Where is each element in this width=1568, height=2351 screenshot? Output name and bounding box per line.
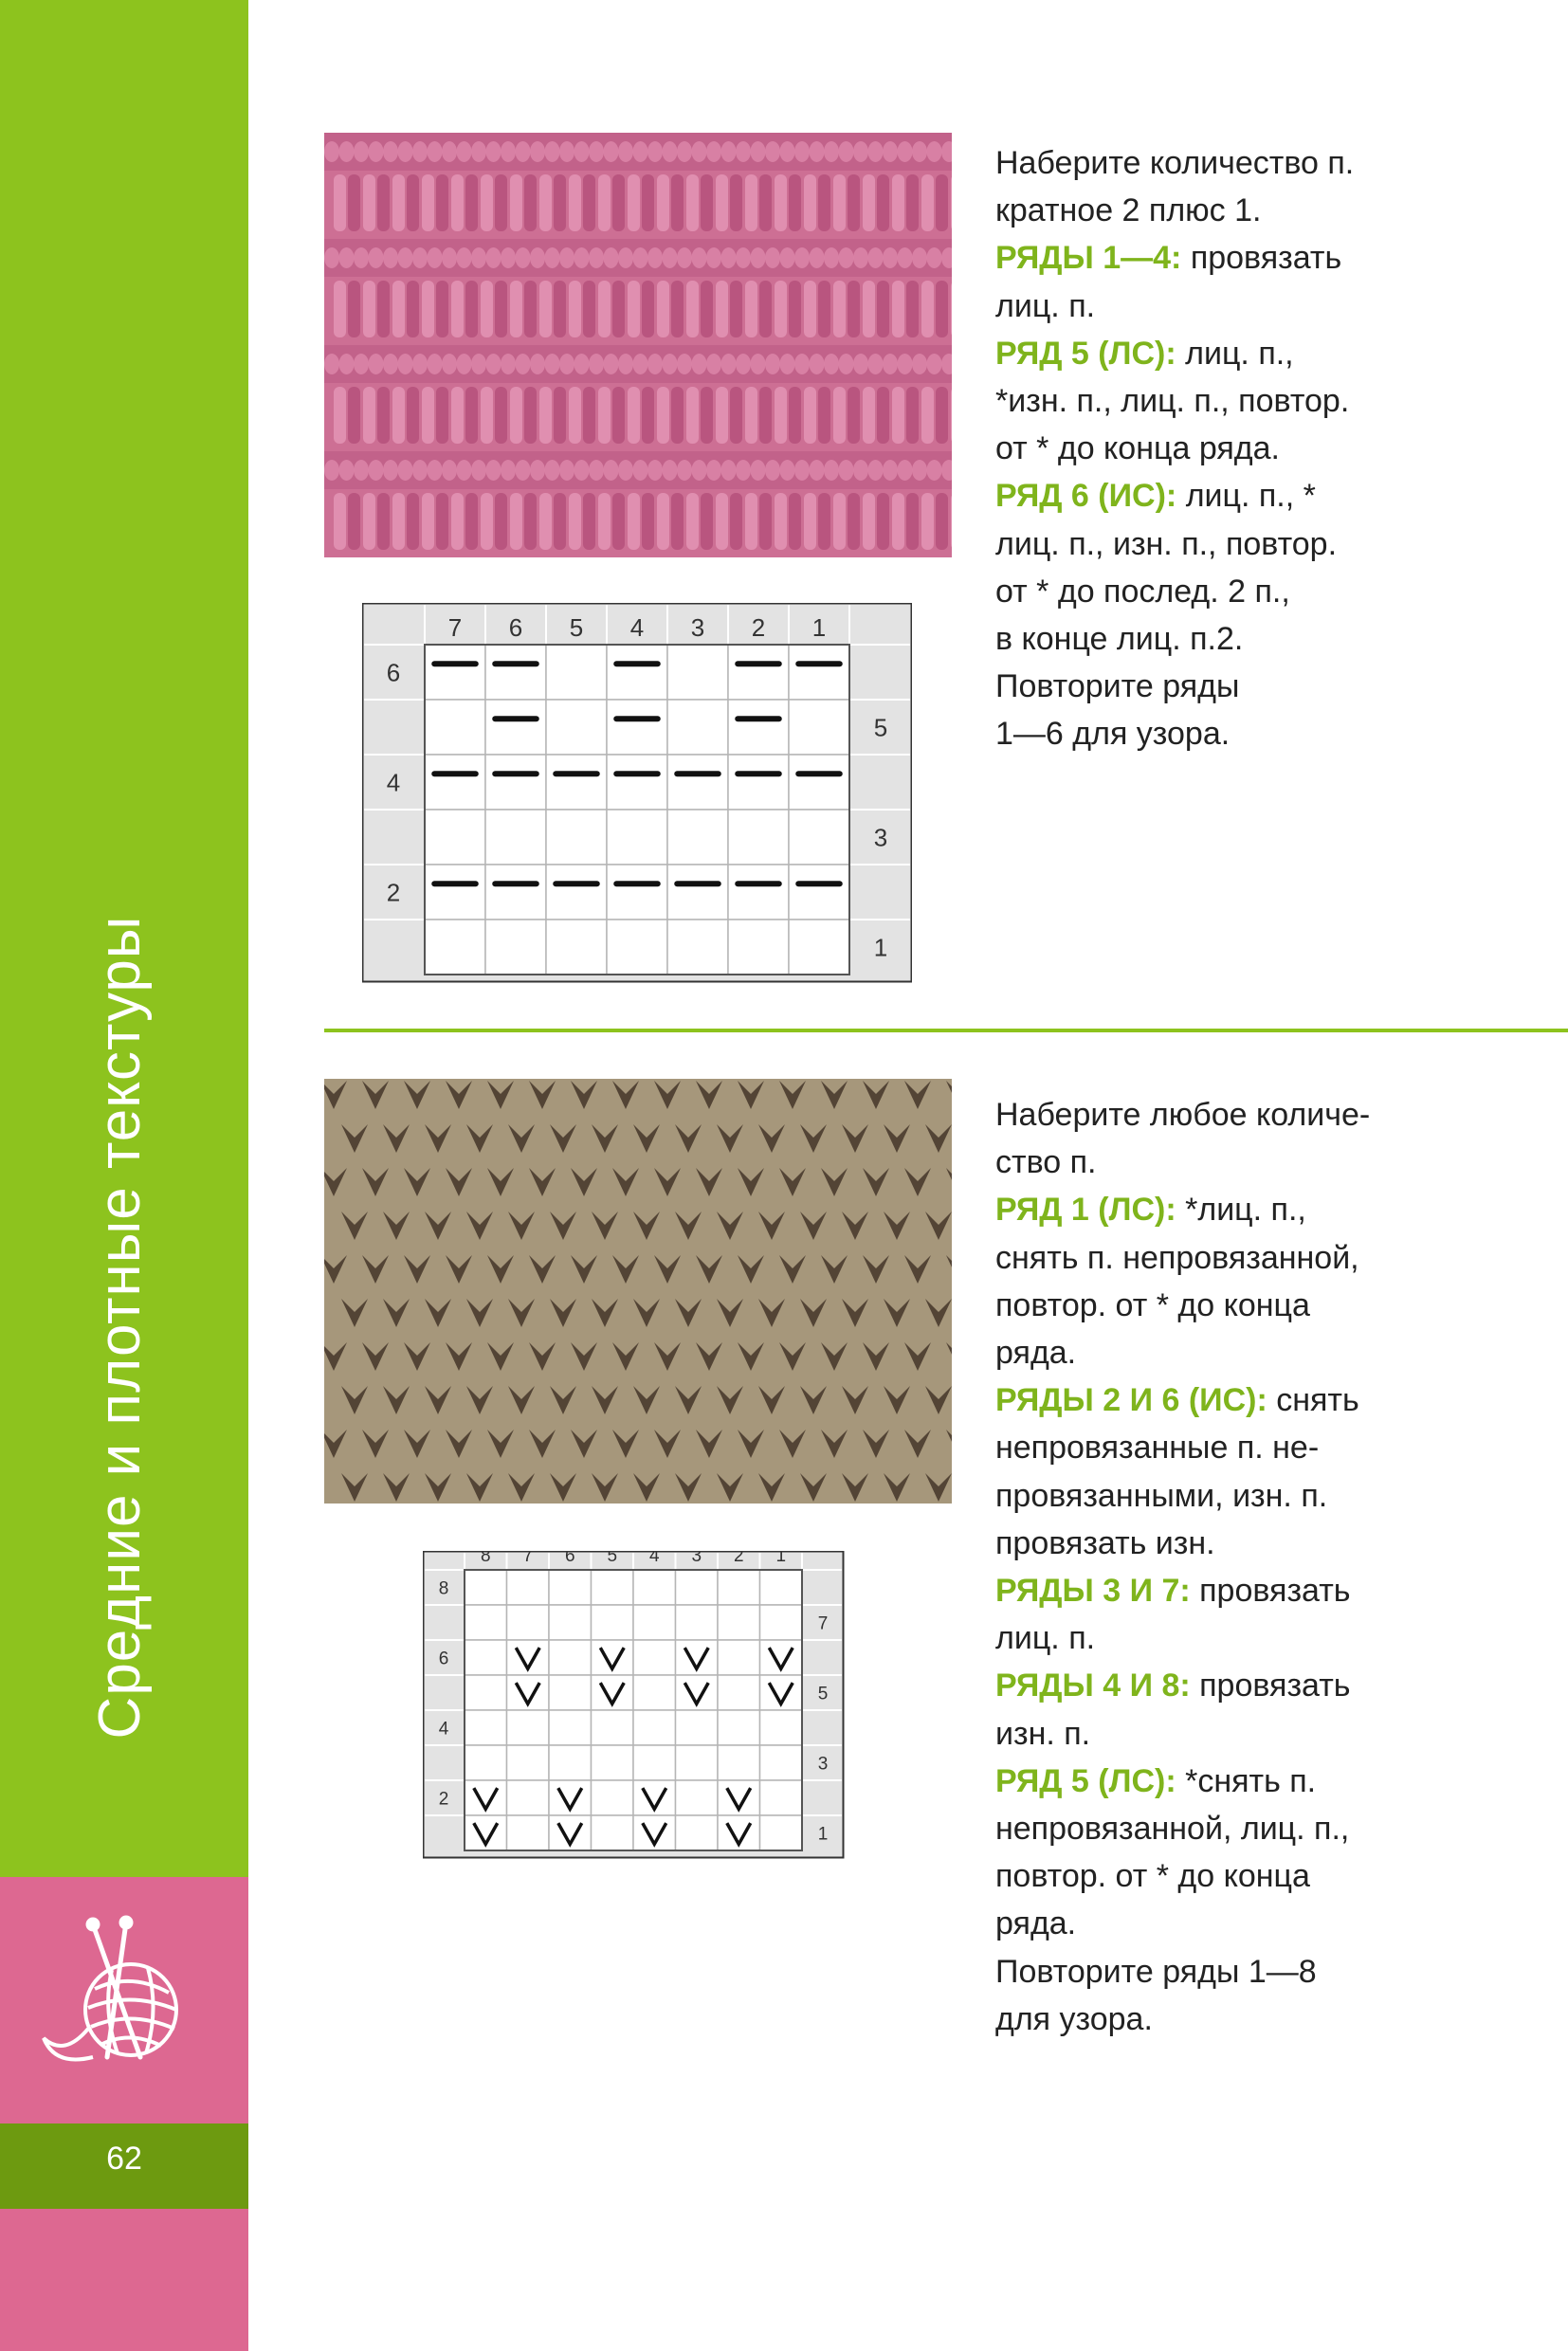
chart-cell <box>549 1745 592 1780</box>
instruction-line <box>995 1758 1526 1805</box>
pattern1-chart-grid <box>362 603 912 984</box>
instruction-line <box>995 1091 1526 1139</box>
chart-cell <box>607 810 667 865</box>
chart-cell <box>546 755 607 810</box>
instruction-line <box>995 1614 1526 1662</box>
chart-cell <box>507 1570 550 1605</box>
instruction-line <box>995 234 1526 282</box>
chart-cell <box>549 1570 592 1605</box>
column-number: 8 <box>480 1551 491 1566</box>
instruction-text: повтор. от * до конца <box>995 1858 1310 1895</box>
chart-cell <box>667 920 728 975</box>
instruction-line <box>995 710 1526 757</box>
chart-cell <box>425 920 485 975</box>
instruction-line <box>995 1186 1526 1233</box>
chart-cell <box>549 1605 592 1640</box>
yarn-ball-needles-icon <box>36 1915 216 2086</box>
chart-cell <box>667 755 728 810</box>
pattern2-instructions <box>995 1091 1526 2043</box>
page-number-band <box>0 2123 248 2209</box>
row-number: 6 <box>386 658 401 687</box>
chart-cell <box>592 1605 634 1640</box>
chart-cell <box>607 645 667 700</box>
instruction-text: провязанными, изн. п. <box>995 1477 1328 1514</box>
chart-cell <box>633 1605 676 1640</box>
instruction-line <box>995 1234 1526 1282</box>
instruction-line <box>995 1662 1526 1709</box>
row-number: 1 <box>817 1824 829 1845</box>
chart-cell <box>425 865 485 920</box>
instruction-text: Наберите любое количе- <box>995 1097 1371 1133</box>
chart-cell <box>633 1745 676 1780</box>
chart-cell <box>485 755 546 810</box>
instruction-line <box>995 187 1526 234</box>
instruction-line <box>995 568 1526 615</box>
chart-cell <box>546 700 607 755</box>
chart-cell <box>507 1605 550 1640</box>
instruction-text: в конце лиц. п.2. <box>995 621 1244 658</box>
chart-cell <box>676 1815 719 1850</box>
chart-cell <box>760 1780 803 1815</box>
instruction-line <box>995 1900 1526 1947</box>
chart-cell <box>465 1745 507 1780</box>
instruction-text: от * до послед. 2 п., <box>995 573 1290 610</box>
instruction-line <box>995 472 1526 519</box>
chart-cell <box>718 1640 760 1675</box>
chart-cell <box>728 755 789 810</box>
column-number: 4 <box>629 613 645 642</box>
chart-cell <box>789 920 849 975</box>
chart-cell <box>485 700 546 755</box>
chart-cell <box>633 1640 676 1675</box>
column-number: 1 <box>811 613 827 642</box>
chart-cell <box>760 1605 803 1640</box>
instruction-line <box>995 1282 1526 1329</box>
instruction-line <box>995 663 1526 710</box>
chart-cell <box>718 1675 760 1710</box>
instruction-line <box>995 1996 1526 2043</box>
column-number: 1 <box>775 1551 787 1566</box>
chart-cell <box>728 920 789 975</box>
chart-cell <box>789 755 849 810</box>
instruction-text: для узора. <box>995 2000 1153 2037</box>
chart-cell <box>507 1780 550 1815</box>
instruction-text: провязать <box>1190 1573 1351 1610</box>
chart-cell <box>592 1815 634 1850</box>
chart-cell <box>425 810 485 865</box>
instruction-text: лиц. п. <box>995 287 1096 324</box>
chart-cell <box>607 700 667 755</box>
instruction-line <box>995 1376 1526 1424</box>
instruction-text: Повторите ряды 1—8 <box>995 1953 1317 1990</box>
instruction-text: изн. п. <box>995 1715 1091 1752</box>
instruction-text: ряда. <box>995 1335 1077 1372</box>
instruction-text: *снять п. <box>1176 1762 1317 1799</box>
row-number: 5 <box>873 713 888 742</box>
pattern1-chart <box>362 603 912 989</box>
row-label: РЯД 6 (ИС): <box>995 478 1177 515</box>
chart-cell <box>465 1640 507 1675</box>
chart-cell <box>718 1570 760 1605</box>
column-number: 3 <box>691 1551 702 1566</box>
instruction-line <box>995 520 1526 568</box>
instruction-line <box>995 377 1526 425</box>
instruction-text: провязать <box>1181 240 1342 277</box>
row-number: 5 <box>817 1684 829 1704</box>
chart-cell <box>485 920 546 975</box>
instruction-line <box>995 139 1526 187</box>
sidebar-logo-band <box>0 1877 248 2123</box>
column-number: 6 <box>508 613 523 642</box>
instruction-text: непровязанные п. не- <box>995 1430 1320 1467</box>
chart-cell <box>465 1570 507 1605</box>
row-label: РЯД 5 (ЛС): <box>995 1762 1176 1799</box>
instruction-text: лиц. п. <box>995 1620 1096 1657</box>
chart-cell <box>633 1570 676 1605</box>
chart-cell <box>485 810 546 865</box>
chart-cell <box>667 645 728 700</box>
chart-cell <box>549 1710 592 1745</box>
sidebar-bottom-band <box>0 2209 248 2351</box>
row-label: РЯДЫ 2 И 6 (ИС): <box>995 1382 1267 1419</box>
instruction-text: провязать <box>1190 1668 1351 1704</box>
chart-cell <box>728 700 789 755</box>
instruction-line <box>995 1852 1526 1900</box>
instruction-text: провязать изн. <box>995 1524 1215 1561</box>
chart-cell <box>789 645 849 700</box>
chart-cell <box>425 700 485 755</box>
instruction-text: ряда. <box>995 1905 1077 1942</box>
chart-cell <box>676 1570 719 1605</box>
row-number: 1 <box>873 933 888 962</box>
instruction-text: от * до конца ряда. <box>995 430 1280 467</box>
chart-cell <box>507 1745 550 1780</box>
chart-cell <box>465 1605 507 1640</box>
instruction-text: Наберите количество п. <box>995 145 1355 181</box>
column-number: 2 <box>751 613 766 642</box>
row-number: 2 <box>386 878 401 907</box>
chart-cell <box>760 1710 803 1745</box>
column-number: 4 <box>648 1551 660 1566</box>
row-label: РЯД 5 (ЛС): <box>995 335 1176 372</box>
row-label: РЯДЫ 3 И 7: <box>995 1573 1191 1610</box>
chart-cell <box>607 865 667 920</box>
column-number: 5 <box>569 613 584 642</box>
instruction-text: непровязанной, лиц. п., <box>995 1811 1350 1848</box>
column-number: 7 <box>522 1551 534 1566</box>
chart-cell <box>607 920 667 975</box>
instruction-line <box>995 1472 1526 1520</box>
instruction-text: лиц. п., изн. п., повтор. <box>995 525 1338 562</box>
row-number: 3 <box>817 1754 829 1775</box>
column-number: 6 <box>564 1551 575 1566</box>
row-number: 7 <box>817 1613 829 1634</box>
chart-cell <box>676 1745 719 1780</box>
instruction-text: ство п. <box>995 1144 1097 1181</box>
chart-cell <box>465 1710 507 1745</box>
chart-cell <box>760 1745 803 1780</box>
pink-knit-swatch-photo <box>324 133 952 557</box>
column-number: 7 <box>447 613 463 642</box>
chart-cell <box>676 1710 719 1745</box>
pattern2-chart <box>423 1551 845 1889</box>
chart-cell <box>549 1640 592 1675</box>
section-title: Средние и плотные текстуры <box>87 915 153 1740</box>
chart-cell <box>728 810 789 865</box>
column-number: 2 <box>733 1551 744 1566</box>
row-number: 4 <box>386 768 401 797</box>
instruction-line <box>995 425 1526 472</box>
chart-cell <box>592 1570 634 1605</box>
instruction-text: *изн. п., лиц. п., повтор. <box>995 383 1350 420</box>
chart-cell <box>667 810 728 865</box>
instruction-line <box>995 1805 1526 1852</box>
chart-cell <box>728 645 789 700</box>
chart-cell <box>676 1780 719 1815</box>
chart-cell <box>485 645 546 700</box>
chart-cell <box>789 865 849 920</box>
instruction-line <box>995 615 1526 663</box>
chart-cell <box>633 1710 676 1745</box>
instruction-line <box>995 1139 1526 1186</box>
chart-cell <box>546 920 607 975</box>
page-number: 62 <box>106 2141 142 2177</box>
chart-cell <box>546 810 607 865</box>
instruction-text: лиц. п., * <box>1176 478 1316 515</box>
instruction-line <box>995 1948 1526 1996</box>
column-number: 3 <box>690 613 705 642</box>
row-number: 4 <box>438 1719 449 1740</box>
instruction-text: повтор. от * до конца <box>995 1286 1310 1323</box>
chart-cell <box>507 1710 550 1745</box>
instruction-line <box>995 1329 1526 1376</box>
column-number: 5 <box>607 1551 618 1566</box>
chart-cell <box>592 1780 634 1815</box>
chart-cell <box>789 810 849 865</box>
instruction-text: 1—6 для узора. <box>995 716 1231 753</box>
chart-cell <box>718 1710 760 1745</box>
row-number: 2 <box>438 1789 449 1810</box>
section-divider <box>324 1029 1568 1032</box>
row-number: 6 <box>438 1649 449 1669</box>
instruction-line <box>995 1710 1526 1758</box>
chart-cell <box>507 1815 550 1850</box>
instruction-line <box>995 330 1526 377</box>
chart-cell <box>718 1745 760 1780</box>
instruction-line <box>995 1520 1526 1567</box>
chart-cell <box>760 1815 803 1850</box>
instruction-text: снять п. непровязанной, <box>995 1239 1359 1276</box>
row-number: 8 <box>438 1578 449 1599</box>
instruction-text: снять <box>1267 1382 1359 1419</box>
chart-cell <box>485 865 546 920</box>
chart-cell <box>425 755 485 810</box>
chart-cell <box>592 1710 634 1745</box>
instruction-line <box>995 1424 1526 1471</box>
chart-cell <box>546 645 607 700</box>
chart-cell <box>633 1675 676 1710</box>
chart-cell <box>465 1675 507 1710</box>
instruction-text: кратное 2 плюс 1. <box>995 192 1262 229</box>
chart-cell <box>667 700 728 755</box>
chart-cell <box>546 865 607 920</box>
chart-cell <box>425 645 485 700</box>
instruction-text: *лиц. п., <box>1176 1192 1306 1229</box>
row-number: 3 <box>873 823 888 852</box>
chart-cell <box>718 1605 760 1640</box>
instruction-line <box>995 1567 1526 1614</box>
chart-cell <box>676 1605 719 1640</box>
chart-cell <box>592 1745 634 1780</box>
row-label: РЯДЫ 4 И 8: <box>995 1668 1191 1704</box>
chart-cell <box>728 865 789 920</box>
chart-cell <box>760 1570 803 1605</box>
row-label: РЯД 1 (ЛС): <box>995 1192 1176 1229</box>
instruction-text: Повторите ряды <box>995 668 1240 705</box>
pattern1-instructions <box>995 139 1526 758</box>
pattern2-chart-grid <box>423 1551 845 1885</box>
chart-cell <box>549 1675 592 1710</box>
chart-cell <box>607 755 667 810</box>
row-label: РЯДЫ 1—4: <box>995 240 1182 277</box>
instruction-line <box>995 282 1526 330</box>
brown-knit-swatch-photo <box>324 1079 952 1504</box>
instruction-text: лиц. п., <box>1176 335 1294 372</box>
chart-cell <box>789 700 849 755</box>
chart-cell <box>667 865 728 920</box>
